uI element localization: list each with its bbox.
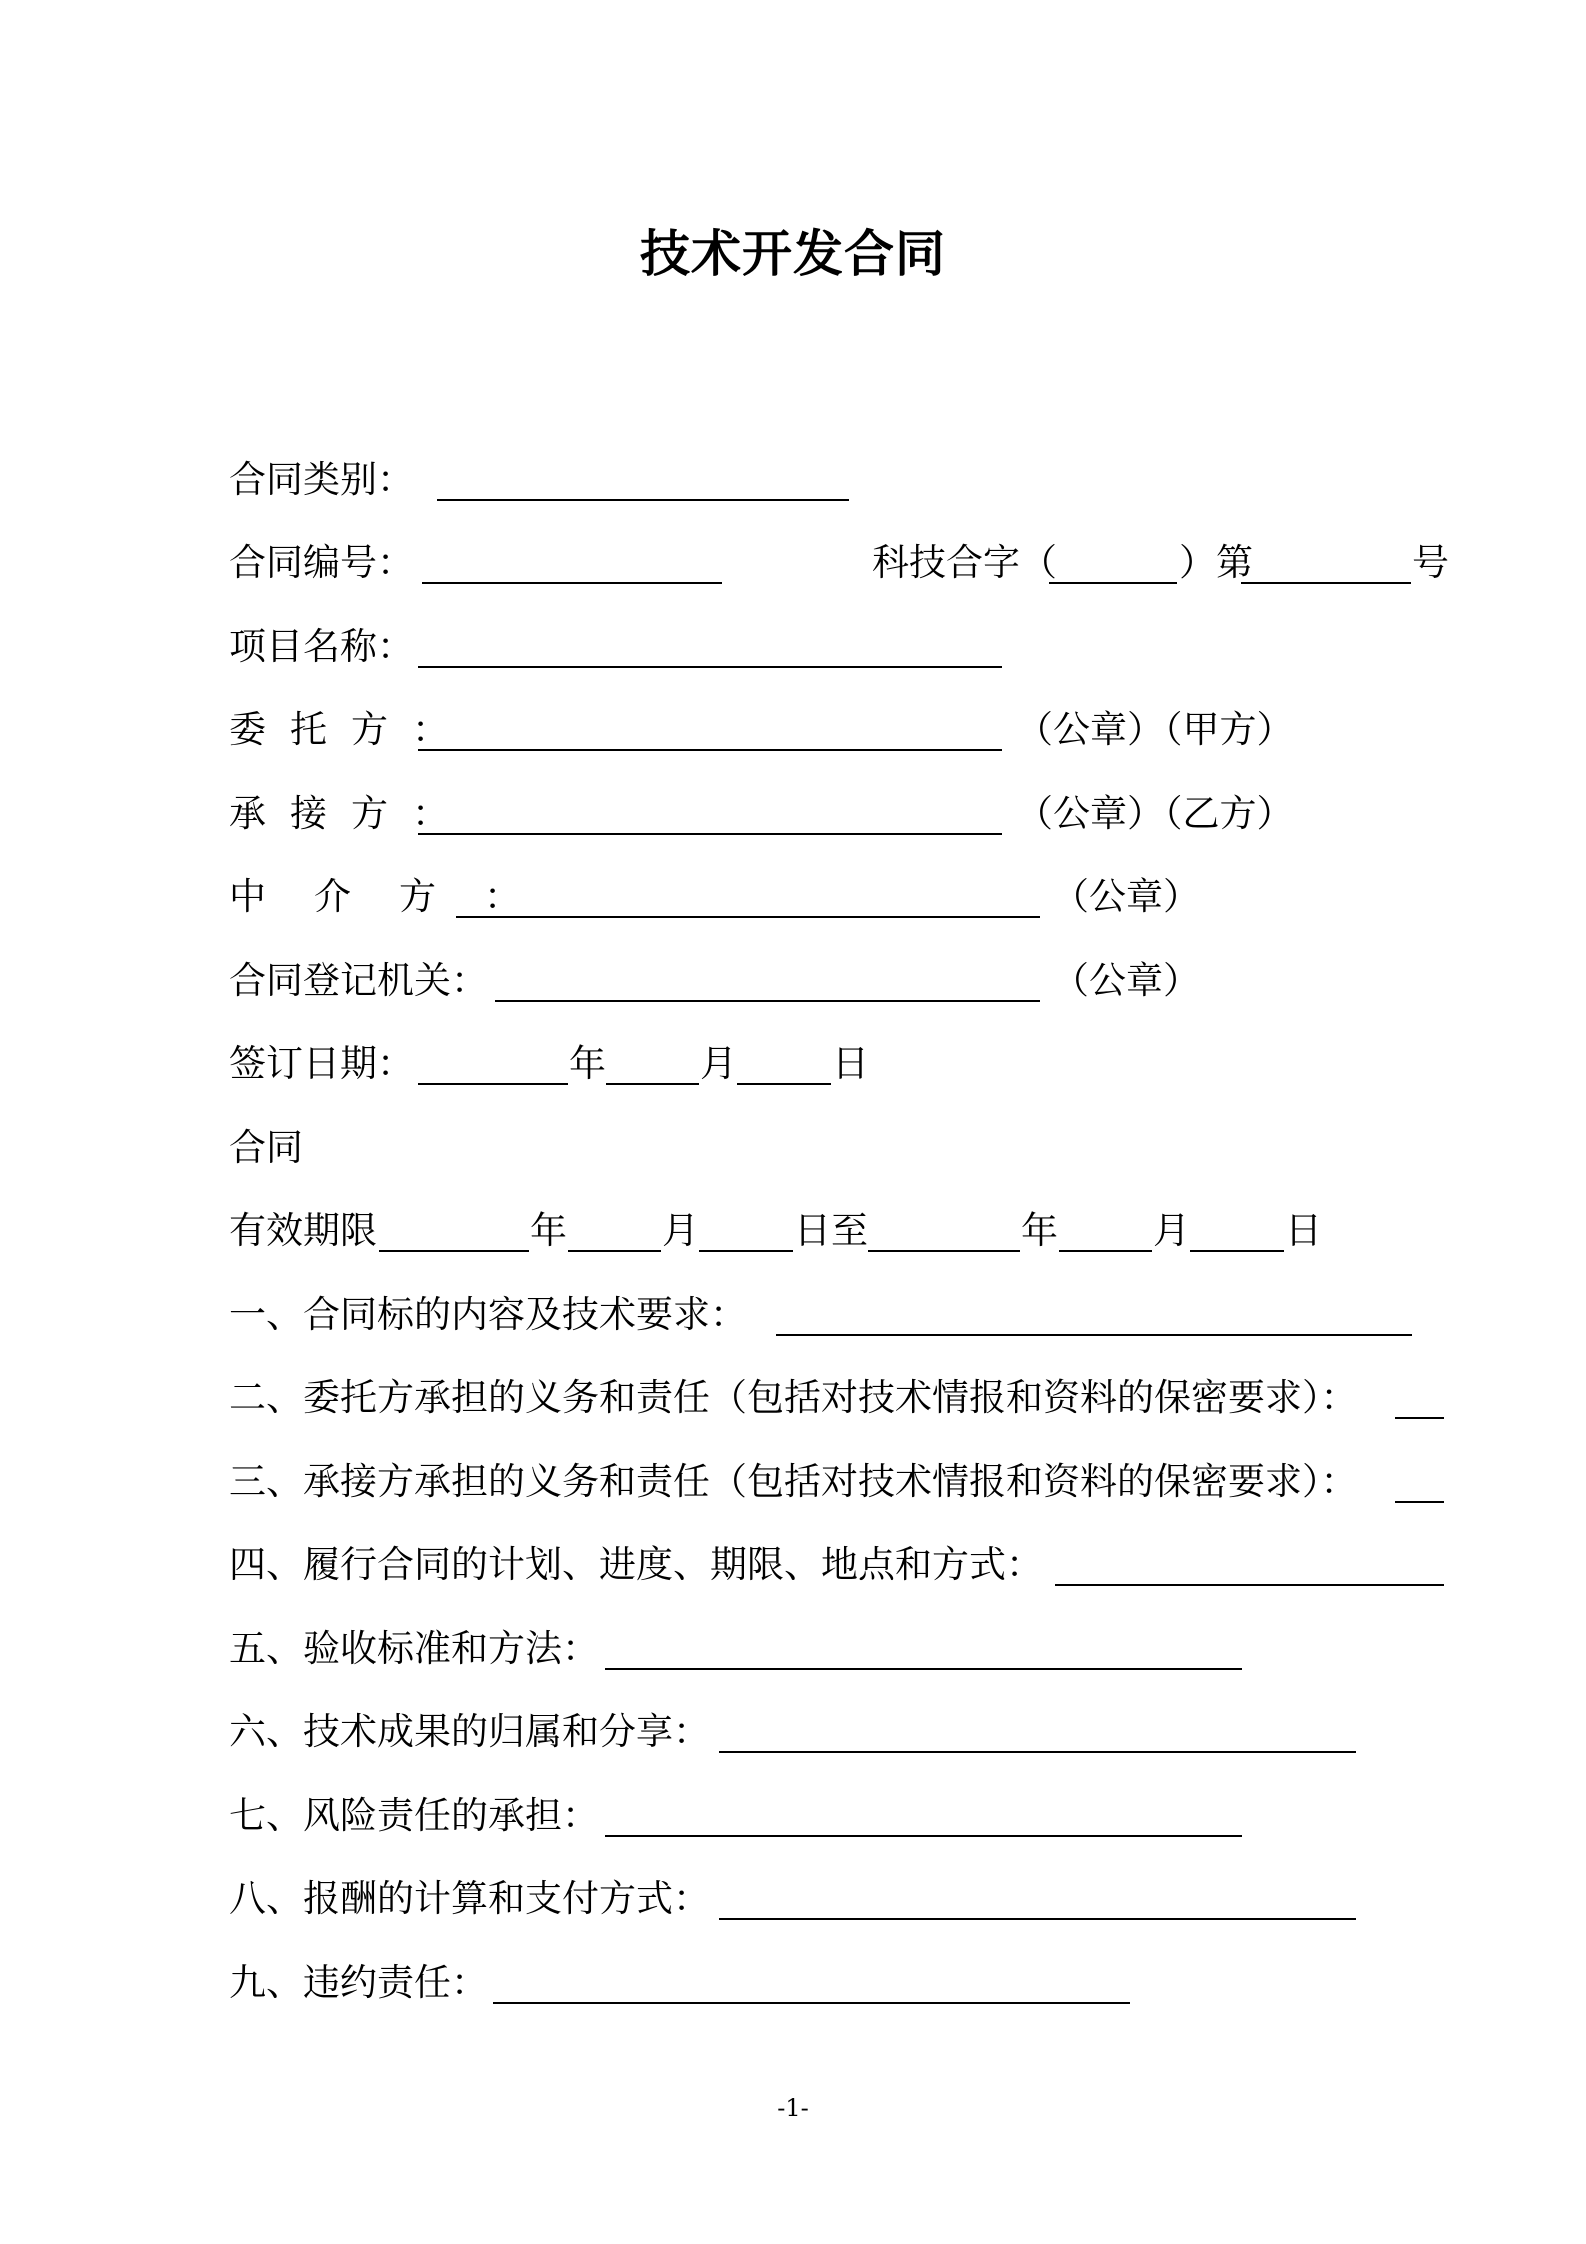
clause-1-input[interactable] xyxy=(776,1334,1412,1336)
start-day-to-label: 日至 xyxy=(794,1209,868,1252)
project-name-input[interactable] xyxy=(418,666,1002,668)
clause-5-label: 五、验收标准和方法： xyxy=(229,1627,599,1670)
clause-7-label: 七、风险责任的承担： xyxy=(229,1794,599,1837)
client-input[interactable] xyxy=(418,749,1002,751)
intermediary-seal-label: （公章） xyxy=(1052,875,1200,918)
sign-year-input[interactable] xyxy=(418,1083,568,1085)
sign-day-input[interactable] xyxy=(737,1083,831,1085)
clause-9-input[interactable] xyxy=(493,2002,1130,2004)
start-year-unit: 年 xyxy=(530,1209,567,1252)
clause-4-label: 四、履行合同的计划、进度、期限、地点和方式： xyxy=(229,1543,1043,1586)
validity-label: 有效期限 xyxy=(229,1209,377,1252)
kejihezi-label: 科技合字（ xyxy=(872,541,1057,584)
clause-6-input[interactable] xyxy=(719,1751,1356,1753)
sign-month-unit: 月 xyxy=(700,1042,737,1085)
contractor-seal-label: （公章）（乙方） xyxy=(1016,792,1294,835)
end-day-input[interactable] xyxy=(1190,1250,1284,1252)
serial-number-input[interactable] xyxy=(1241,582,1411,584)
contract-number-label: 合同编号： xyxy=(229,541,414,584)
project-name-label: 项目名称： xyxy=(229,625,414,668)
clause-8-input[interactable] xyxy=(719,1918,1356,1920)
number-hao-label: 号 xyxy=(1412,541,1449,584)
sign-day-unit: 日 xyxy=(832,1042,869,1085)
clause-2-label: 二、委托方承担的义务和责任（包括对技术情报和资料的保密要求）： xyxy=(229,1376,1358,1419)
clause-3-label: 三、承接方承担的义务和责任（包括对技术情报和资料的保密要求）： xyxy=(229,1460,1358,1503)
sign-date-label: 签订日期： xyxy=(229,1042,414,1085)
registry-seal-label: （公章） xyxy=(1052,959,1200,1002)
end-month-unit: 月 xyxy=(1153,1209,1190,1252)
clause-1-label: 一、合同标的内容及技术要求： xyxy=(229,1293,747,1336)
start-year-input[interactable] xyxy=(379,1250,529,1252)
clause-6-label: 六、技术成果的归属和分享： xyxy=(229,1710,710,1753)
contract-number-input[interactable] xyxy=(422,582,722,584)
number-di-label: ）第 xyxy=(1179,541,1253,584)
contract-category-label: 合同类别： xyxy=(229,458,414,501)
end-year-input[interactable] xyxy=(868,1250,1020,1252)
registry-input[interactable] xyxy=(495,1000,1040,1002)
page-number: -1- xyxy=(777,2094,809,2122)
clause-8-label: 八、报酬的计算和支付方式： xyxy=(229,1877,710,1920)
contractor-label: 承接方： xyxy=(229,792,473,835)
document-title: 技术开发合同 xyxy=(640,225,946,283)
registry-label: 合同登记机关： xyxy=(229,959,488,1002)
end-day-unit: 日 xyxy=(1285,1209,1322,1252)
start-day-input[interactable] xyxy=(699,1250,793,1252)
start-month-input[interactable] xyxy=(568,1250,661,1252)
intermediary-input[interactable] xyxy=(456,916,1040,918)
intermediary-label: 中介方： xyxy=(229,875,569,918)
contractor-input[interactable] xyxy=(418,833,1002,835)
end-month-input[interactable] xyxy=(1059,1250,1152,1252)
client-label: 委托方： xyxy=(229,708,473,751)
kejihezi-year-input[interactable] xyxy=(1049,582,1177,584)
start-month-unit: 月 xyxy=(662,1209,699,1252)
clause-9-label: 九、违约责任： xyxy=(229,1961,488,2004)
contract-category-input[interactable] xyxy=(437,499,849,501)
clause-7-input[interactable] xyxy=(605,1835,1242,1837)
client-seal-label: （公章）（甲方） xyxy=(1016,708,1294,751)
clause-3-input[interactable] xyxy=(1395,1501,1444,1503)
clause-2-input[interactable] xyxy=(1395,1417,1444,1419)
contract-word-label: 合同 xyxy=(229,1126,303,1169)
clause-5-input[interactable] xyxy=(605,1668,1242,1670)
clause-4-input[interactable] xyxy=(1055,1584,1444,1586)
end-year-unit: 年 xyxy=(1021,1209,1058,1252)
sign-month-input[interactable] xyxy=(606,1083,699,1085)
sign-year-unit: 年 xyxy=(569,1042,606,1085)
